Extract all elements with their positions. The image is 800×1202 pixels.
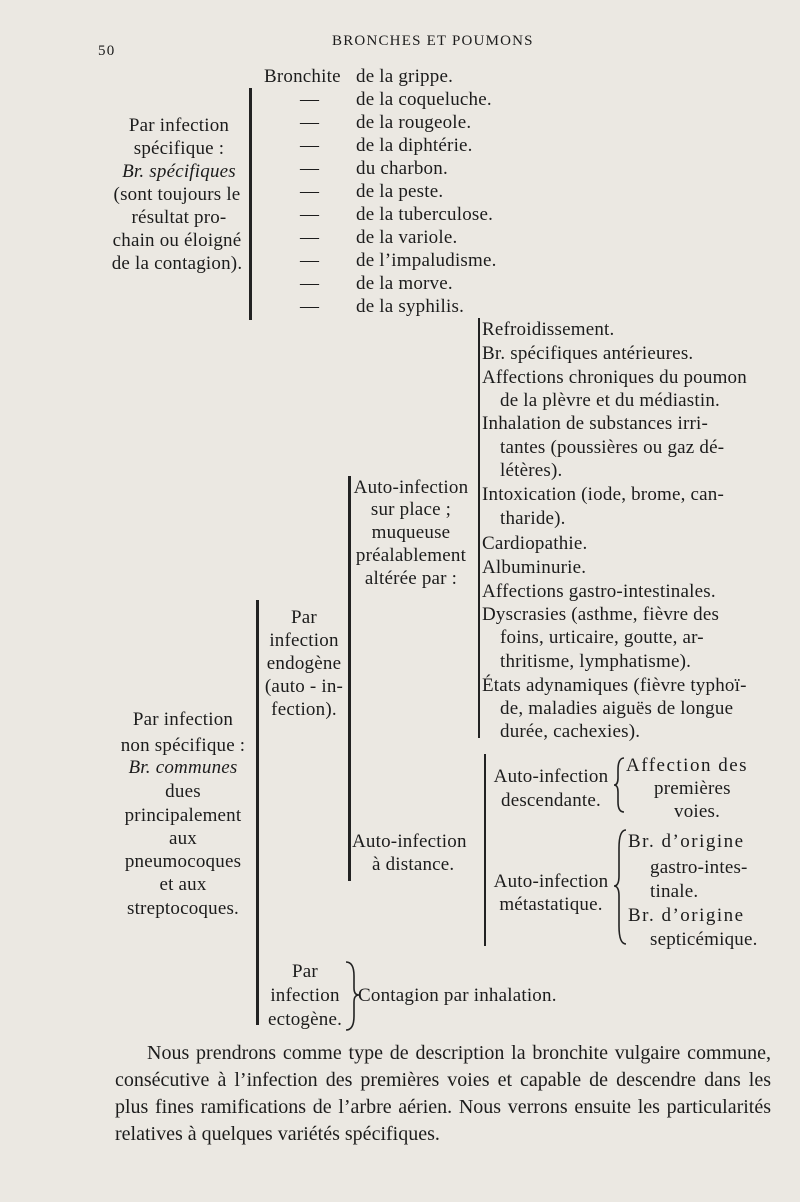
sur-place-brace bbox=[478, 318, 480, 738]
label-line: infection bbox=[270, 985, 340, 1006]
list-item: Br. spécifiques antérieures. bbox=[482, 343, 694, 364]
dash: — bbox=[300, 273, 320, 294]
dash: — bbox=[300, 250, 320, 271]
label-line: principalement bbox=[124, 805, 242, 826]
label-line: à distance. bbox=[372, 854, 455, 875]
label-line: altérée par : bbox=[364, 568, 458, 589]
body-paragraph bbox=[115, 1040, 771, 1148]
list-item: de la rougeole. bbox=[356, 112, 472, 133]
list-item: Albuminurie. bbox=[482, 557, 587, 578]
list-item: de la peste. bbox=[356, 181, 444, 202]
running-title: BRONCHES ET POUMONS bbox=[332, 33, 534, 49]
detail-line: gastro-intes- bbox=[650, 857, 748, 878]
specific-brace bbox=[249, 88, 252, 320]
list-item: Affections chroniques du poumon bbox=[482, 367, 747, 388]
label-line: pneumocoques bbox=[124, 851, 242, 872]
list-item: foins, urticaire, goutte, ar- bbox=[500, 627, 704, 648]
label-line: ectogène. bbox=[267, 1009, 343, 1030]
dash: — bbox=[300, 135, 320, 156]
detail-line: Br. d’origine bbox=[628, 831, 745, 852]
detail-line: Br. d’origine bbox=[628, 905, 745, 926]
list-item: Inhalation de substances irri- bbox=[482, 413, 709, 434]
dash: — bbox=[300, 89, 320, 110]
label-line: streptocoques. bbox=[126, 898, 240, 919]
label-line: aux bbox=[168, 828, 198, 849]
list-item: Cardiopathie. bbox=[482, 533, 588, 554]
label-line: sur place ; bbox=[370, 499, 452, 520]
list-item: tantes (poussières ou gaz dé- bbox=[500, 437, 725, 458]
detail-line: tinale. bbox=[650, 881, 699, 902]
list-item: létères). bbox=[500, 460, 563, 481]
list-item: de la variole. bbox=[356, 227, 458, 248]
list-item: thritisme, lymphatisme). bbox=[500, 651, 692, 672]
label-line: spécifique : bbox=[133, 138, 225, 159]
dash: — bbox=[300, 112, 320, 133]
list-item: de l’impaludisme. bbox=[356, 250, 497, 271]
label-line: Auto-infection bbox=[353, 477, 469, 498]
dash: — bbox=[300, 204, 320, 225]
page-number: 50 bbox=[98, 43, 116, 59]
label-line: Br. spécifiques bbox=[122, 161, 236, 182]
detail-line: voies. bbox=[674, 801, 721, 822]
detail-line: premières bbox=[654, 778, 731, 799]
label-line: infection bbox=[269, 630, 339, 651]
paragraph-text: Nous prendrons comme type de description la bronchite vulgaire commune, consécutive à l’infection des premières voies et capable de descendre dans les plus fines ramifications de l’arbre aérien. Nous verrons ensuite les particularités relatives à quelques variétés spécifiques. bbox=[115, 1042, 771, 1145]
list-item: durée, cachexies). bbox=[500, 721, 641, 742]
label-line: Par infection bbox=[128, 115, 230, 136]
label-line: de la contagion). bbox=[111, 253, 243, 274]
label-line: et aux bbox=[159, 874, 207, 895]
list-item: de la morve. bbox=[356, 273, 453, 294]
list-item: du charbon. bbox=[356, 158, 448, 179]
label-line: chain ou éloigné bbox=[112, 230, 242, 251]
label-line: Auto-infection bbox=[352, 831, 467, 852]
list-item: de la grippe. bbox=[356, 66, 454, 87]
list-item: Affections gastro-intestinales. bbox=[482, 581, 716, 602]
label-line: (auto - in- bbox=[264, 676, 344, 697]
bronchite-head: Bronchite bbox=[264, 66, 341, 87]
dash: — bbox=[300, 158, 320, 179]
list-item: de la plèvre et du médiastin. bbox=[500, 390, 721, 411]
label-line: Br. communes bbox=[128, 757, 238, 778]
label-line: non spécifique : bbox=[120, 735, 246, 756]
label-line: descendante. bbox=[501, 790, 601, 811]
list-item: États adynamiques (fièvre typhoï- bbox=[482, 675, 747, 696]
list-item: de la syphilis. bbox=[356, 296, 465, 317]
list-item: Dyscrasies (asthme, fièvre des bbox=[482, 604, 720, 625]
list-item: tharide). bbox=[500, 508, 566, 529]
label-line: fection). bbox=[271, 699, 337, 720]
dash: — bbox=[300, 227, 320, 248]
detail-line: Affection des bbox=[626, 755, 749, 776]
label-line: Par bbox=[291, 607, 317, 628]
list-item: de la diphtérie. bbox=[356, 135, 473, 156]
label-line: dues bbox=[165, 781, 201, 802]
dash: — bbox=[300, 296, 320, 317]
list-item: de, maladies aiguës de longue bbox=[500, 698, 734, 719]
dash: — bbox=[300, 181, 320, 202]
ectogene-detail: Contagion par inhalation. bbox=[358, 985, 557, 1006]
label-line: résultat pro- bbox=[131, 207, 227, 228]
label-line: Auto-infection bbox=[493, 871, 609, 892]
list-item: Refroidissement. bbox=[482, 319, 615, 340]
label-line: Auto-infection bbox=[493, 766, 609, 787]
label-line: muqueuse bbox=[371, 522, 451, 543]
list-item: de la coqueluche. bbox=[356, 89, 492, 110]
label-line: Par bbox=[292, 961, 318, 982]
label-line: endogène bbox=[266, 653, 342, 674]
label-line: Par infection bbox=[132, 709, 234, 730]
nonspecific-brace bbox=[256, 600, 259, 1025]
detail-line: septicémique. bbox=[650, 929, 758, 950]
label-line: préalablement bbox=[355, 545, 467, 566]
list-item: Intoxication (iode, brome, can- bbox=[482, 484, 725, 505]
label-line: (sont toujours le bbox=[113, 184, 241, 205]
label-line: métastatique. bbox=[499, 894, 603, 915]
list-item: de la tuberculose. bbox=[356, 204, 494, 225]
